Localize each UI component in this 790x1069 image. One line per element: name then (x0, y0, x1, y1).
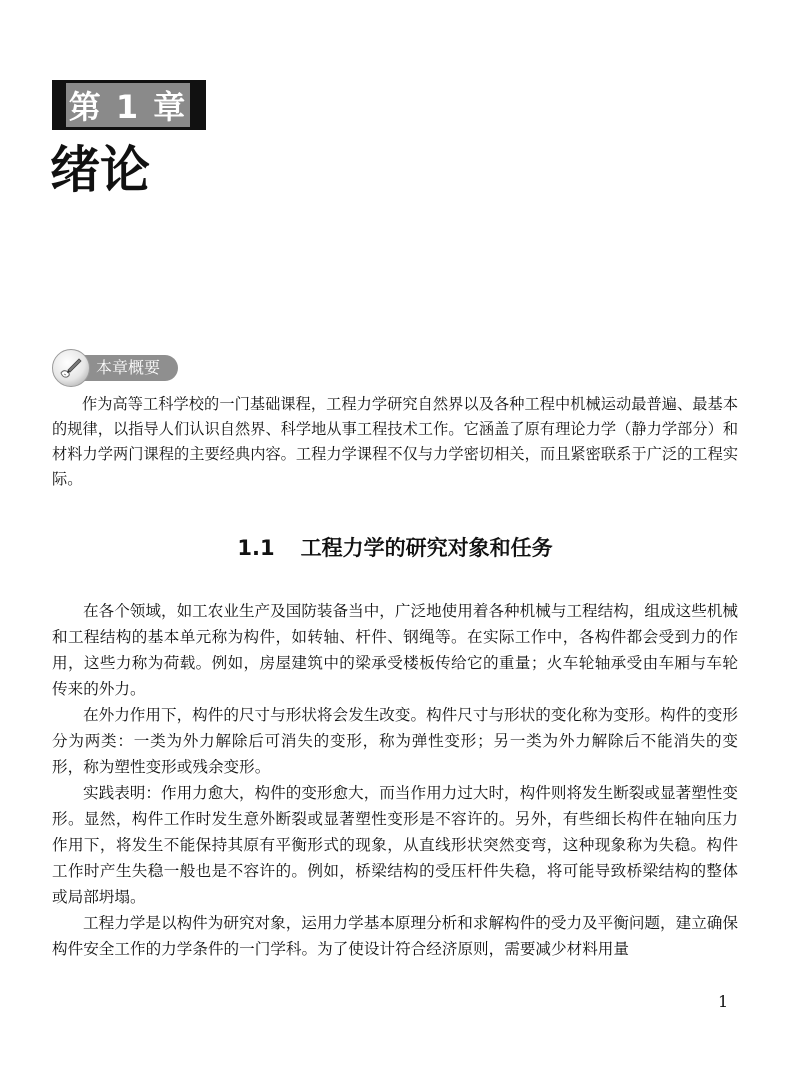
chapter-summary-text: 作为高等工科学校的一门基础课程，工程力学研究自然界以及各种工程中机械运动最普遍、最基本的规律，以指导人们认识自然界、科学地从事工程技术工作。它涵盖了原有理论力学（静力学部分）和材料力学两门课程的主要经典内容。工程力学课程不仅与力学密切相关，而且紧密联系于广泛的工程实际。 (52, 395, 738, 488)
chapter-badge-label: 第 1 章 (66, 83, 190, 127)
chapter-summary-label: 本章概要 (66, 355, 178, 381)
paragraph: 在各个领域，如工农业生产及国防装备当中，广泛地使用着各种机械与工程结构，组成这些机械和工程结构的基本单元称为构件，如转轴、杆件、钢绳等。在实际工作中，各构件都会受到力的作用，这些力称为荷载。例如，房屋建筑中的梁承受楼板传给它的重量；火车轮轴承受由车厢与车轮传来的外力。 (52, 602, 738, 698)
section-title: 工程力学的研究对象和任务 (300, 536, 553, 560)
pen-paper-icon (52, 349, 90, 387)
chapter-badge (52, 80, 206, 130)
section-body (52, 598, 738, 962)
paragraph: 实践表明：作用力愈大，构件的变形愈大，而当作用力过大时，构件则将发生断裂或显著塑性变形。显然，构件工作时发生意外断裂或显著塑性变形是不容许的。另外，有些细长构件在轴向压力作用下，将发生不能保持其原有平衡形式的现象，从直线形状突然变弯，这种现象称为失稳。构件工作时产生失稳一般也是不容许的。例如，桥梁结构的受压杆件失稳，将可能导致桥梁结构的整体或局部坍塌。 (52, 784, 738, 906)
section-number: 1.1 (237, 536, 275, 560)
chapter-title: 绪论 (50, 141, 150, 199)
section-heading (0, 533, 790, 563)
paragraph: 在外力作用下，构件的尺寸与形状将会发生改变。构件尺寸与形状的变化称为变形。构件的变形分为两类：一类为外力解除后可消失的变形，称为弹性变形；另一类为外力解除后不能消失的变形，称为塑性变形或残余变形。 (52, 706, 738, 776)
chapter-summary-tag (52, 349, 180, 387)
paragraph: 工程力学是以构件为研究对象，运用力学基本原理分析和求解构件的受力及平衡问题，建立确保构件安全工作的力学条件的一门学科。为了使设计符合经济原则，需要减少材料用量 (52, 914, 738, 958)
page-number: 1 (718, 992, 729, 1011)
